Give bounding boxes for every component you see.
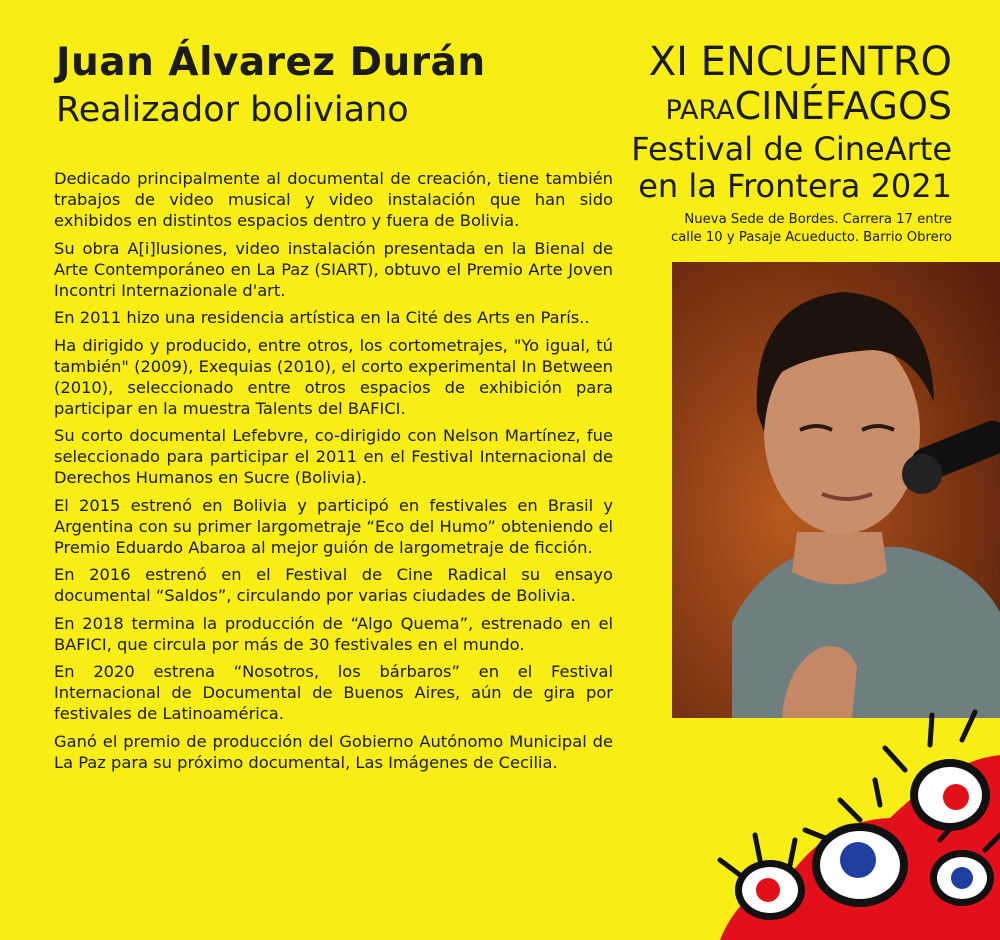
festival-title-line2: [631, 86, 952, 131]
bio-paragraph: Ha dirigido y producido, entre otros, los cortometrajes, "Yo igual, tú también" (2009), Exequias (2010), el corto experimental In Between (2010), seleccionado entre otros espacios de exhibición para participar en la muestra Talents del BAFICI.: [54, 335, 613, 418]
bio-paragraph: En 2018 termina la producción de “Algo Quema”, estrenado en el BAFICI, que circula por más de 30 festivales en el mundo.: [54, 613, 613, 654]
bio-paragraph: Su corto documental Lefebvre, co-dirigido con Nelson Martínez, fue seleccionado para participar el 2011 en el Festival Internacional de Derechos Humanos en Sucre (Bolivia).: [54, 426, 613, 487]
festival-block: [631, 38, 952, 247]
speaker-role: Realizador boliviano: [56, 90, 409, 130]
festival-title-para: PARA: [665, 95, 735, 126]
speaker-name: Juan Álvarez Durán: [56, 40, 486, 85]
festival-title-line1: XI ENCUENTRO: [648, 39, 952, 85]
bio-paragraph: El 2015 estrenó en Bolivia y participó en festivales en Brasil y Argentina con su primer largometraje “Eco del Humo” obteniendo el Premio Eduardo Abaroa al mejor guión de largometraje de ficción.: [54, 495, 613, 557]
festival-title-cinefagos: CINÉFAGOS: [734, 84, 952, 128]
bio-paragraph: En 2016 estrenó en el Festival de Cine Radical su ensayo documental “Saldos”, circulando por varias ciudades de Bolivia.: [54, 565, 613, 605]
address-line: calle 10 y Pasaje Acueducto. Barrio Obrero: [670, 230, 952, 245]
bio-paragraph: En 2011 hizo una residencia artística en la Cité des Arts en París..: [54, 308, 590, 327]
festival-address: [631, 211, 952, 247]
eye-monster-decoration: [700, 700, 1000, 940]
portrait-photo: [672, 262, 1000, 718]
festival-edition: en la Frontera 2021: [638, 167, 952, 205]
bio-paragraph: Ganó el premio de producción del Gobierno Autónomo Municipal de La Paz para su próximo documental, Las Imágenes de Cecilia.: [54, 731, 613, 772]
bio-paragraph: Su obra A[i]lusiones, video instalación presentada en la Bienal de Arte Contemporáneo en La Paz (SIART), obtuvo el Premio Arte Joven Incontri Internazionale d'art.: [54, 238, 613, 300]
address-line: Nueva Sede de Bordes. Carrera 17 entre: [684, 212, 952, 227]
festival-subtitle: Festival de CineArte: [631, 130, 952, 168]
bio-paragraph: Dedicado principalmente al documental de creación, tiene también trabajos de video musical y video instalación que han sido exhibidos en distintos espacios dentro y fuera de Bolivia.: [54, 169, 613, 230]
biography: [54, 168, 613, 779]
bio-paragraph: En 2020 estrena “Nosotros, los bárbaros” en el Festival Internacional de Documental de Buenos Aires, aún de gira por festivales de Latinoamérica.: [54, 662, 613, 723]
